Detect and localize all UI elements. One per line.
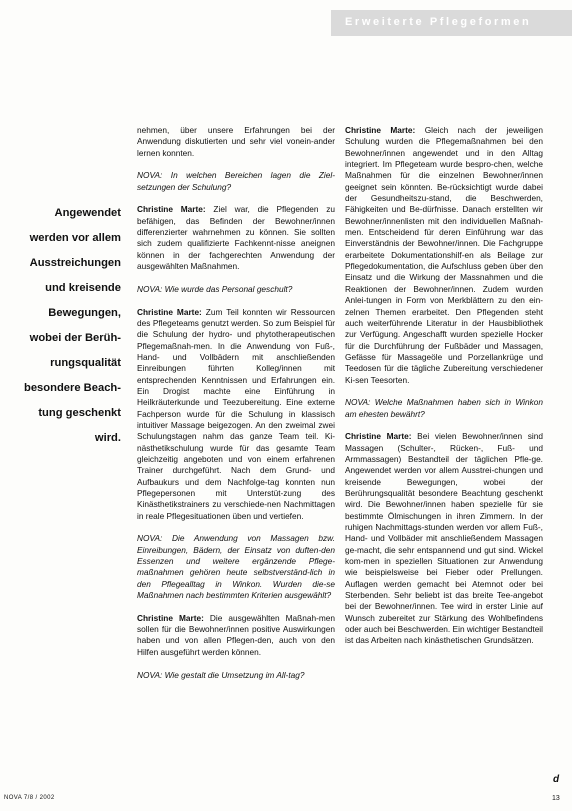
answer-text: Gleich nach der jeweiligen Schulung wurden die Pflegemaßnahmen bei den Bewohner/innen angewendet und in den Alltag integriert. Im Pflegeteam wurde bespro-chen, welche Maßnahmen für die einzelnen Bewohner/innen geeignet sein könnten. Be-rücksichtigt wurde dabei der Gesundheitszu-stand, die Beschwerden, Fähigkeiten und Be-dürfnisse. Danach erstellten wir Bewohner/innenlisten mit den individuellen Maßnah-men. Entscheidend für deren Einführung war das Einverständnis der Bewohner/innen. Die Fachgruppe erarbeitete Dokumentationshilf-en als Beilage zur Pflegedokumentation, die Aufschluss geben über den Einsatz und die Wirkung der Massnahmen und die Reaktionen der Bewohner/innen. Zudem wurden Anlei-tungen in Form von Merkblättern zu den ein-zelnen Themen erarbeitet. Den Pflegenden steht auch weiterführende Literatur in der Hausbibliothek zur Verfügung. Angeschafft wurden spezielle Hocker für die Durchführung der Fußbäder und Massagen, Gefässe für Massageöle und Porzellankrüge und Teedosen für die tägliche Zubereitung verschiedener Ki-sen Teesorten. (345, 125, 543, 385)
text-column-left (137, 125, 335, 681)
speaker-name: Christine Marte: (345, 125, 416, 135)
interview-answer (137, 204, 335, 272)
pull-quote-line: besondere Beach- (24, 382, 121, 394)
interview-answer (345, 125, 543, 386)
text-column-right (345, 125, 543, 647)
interview-question: NOVA: Welche Maßnahmen haben sich in Winkon am ehesten bewährt? (345, 397, 543, 419)
pull-quote-line: tung geschenkt (38, 407, 121, 419)
interview-answer (137, 613, 335, 658)
pull-quote-line: wird. (94, 432, 121, 444)
interview-question: NOVA: Wie wurde das Personal geschult? (137, 283, 293, 294)
pull-quote-line: Ausstreichungen (29, 257, 121, 269)
interview-question: NOVA: Die Anwendung von Massagen bzw. Einreibungen, Bädern, der Einsatz von duften-den Essenzen und weitere ergänzende Pflege-maßnahmen gehören heute selbstverständ-lich in den Pflegealltag in Winkon. Wurden die-se Maßnahmen nach bestimmten Kriterien ausgewählt? (137, 533, 335, 601)
page-number: 13 (552, 795, 560, 802)
pull-quote-line: rungsqualität (50, 357, 121, 369)
pull-quote-line: Angewendet (54, 207, 121, 219)
answer-text: Die ausgewählten Maßnah-men sollen für die Bewohner/innen positive Auswirkungen haben und von allen Pflegen-den, auch von den Hilfen ausgeführt werden können. (137, 612, 335, 657)
answer-text: Ziel war, die Pflegenden zu befähigen, das Befinden der Bewohner/innen differenzierter wahrnehmen zu können. Sie sollten sich zudem qualifizierte Fachkennt-nisse aneignen können in der fachgerechten Anwendung der ausgewählten Maßnahmen. (137, 204, 335, 272)
interview-answer (137, 307, 335, 523)
answer-text: Bei vielen Bewohner/innen sind Massagen (Schulter-, Rücken-, Fuß- und Armmassagen) Bestandteil der täglichen Pfle-ge. Angewendet werden vor allem Ausstrei-chungen und kreisende Bewegungen, wobei der Berührungsqualität besondere Beachtung geschenkt wird. Die Bewohner/innen haben spezielle für sie bestimmte Ölmischungen in ihren Zimmern. In der ruhigen Nachmittags-stunden werden vor allem Fuß-, Hand- und Vollbäder mit anschließendem Massagen ge-macht, die sehr entspannend und gut sind. Wickel kom-men in speziellen Situationen zur Anwendung wie beispielsweise bei Fieber oder Prellungen. Auflagen werden gemacht bei Atemnot oder bei Sterbenden. Sehr beliebt ist das breite Tee-angebot bei der Bewohner/innen. Tee wird in erster Linie auf Wunsch zubereitet zur Stärkung des Wohlbefindens oder auch bei Beschwerden. Ein wichtiger Bestandteil ist das Arbeiten nach kinästhetischen Grundsätzen. (345, 431, 543, 646)
pull-quote-line: und kreisende (45, 282, 121, 294)
speaker-name: Christine Marte: (137, 306, 202, 317)
body-paragraph: nehmen, über unsere Erfahrungen bei der Anwendung diskutierten und sehr viel vonein-ander lernen konnten. (137, 125, 335, 158)
section-title: Erweiterte Pflegeformen (345, 16, 532, 28)
speaker-name: Christine Marte: (345, 431, 412, 442)
answer-text: Zum Teil konnten wir Ressourcen des Pflegeteams genutzt werden. So zum Beispiel für die Schulung der hydro- und phytotherapeutischen Pflegemaßnah-men. In die Anwendung von Fuß-, Hand- und Vollbädern mit anschließenden Einreibungen führten Kolleg/innen mit entsprechenden Kenntnissen und Erfahrungen ein. Ein Drogist machte eine Einführung in Heilkräuterkunde und Teezubereitung. Eine externe Fachperson wurde für die Schulung in klassisch intuitiver Massage beigezogen. An den zweimal zwei Schulungstagen nahm das ganze Team teil. Ki-nästhetikschulung wurde für das gesamte Team gleichzeitig angeboten und von einem erfahrenen Trainer durchgeführt. Nach dem Grund- und Aufbaukurs und dem Nachfolge-tag konnten nun Pflegepersonen mit Unterstüt-zung des Kinästhetikstrainers zu verschiede-nen Nachmittagen in reale Pflegesituationen üben und vertiefen. (137, 306, 335, 521)
pull-quote (6, 201, 121, 451)
interview-question: NOVA: Wie gestalt die Umsetzung im All-tag? (137, 669, 305, 680)
footer-publication: NOVA 7/8 / 2002 (4, 795, 55, 801)
interview-question: NOVA: In welchen Bereichen lagen die Ziel-setzungen der Schulung? (137, 170, 335, 192)
pull-quote-line: werden vor allem (29, 232, 121, 244)
section-header-bar (331, 10, 572, 36)
speaker-name: Christine Marte: (137, 204, 206, 215)
speaker-name: Christine Marte: (137, 612, 204, 623)
section-end-mark: d (553, 774, 560, 785)
interview-answer (345, 431, 543, 647)
pull-quote-line: wobei der Berüh- (29, 332, 121, 344)
pull-quote-line: Bewegungen, (48, 307, 121, 319)
